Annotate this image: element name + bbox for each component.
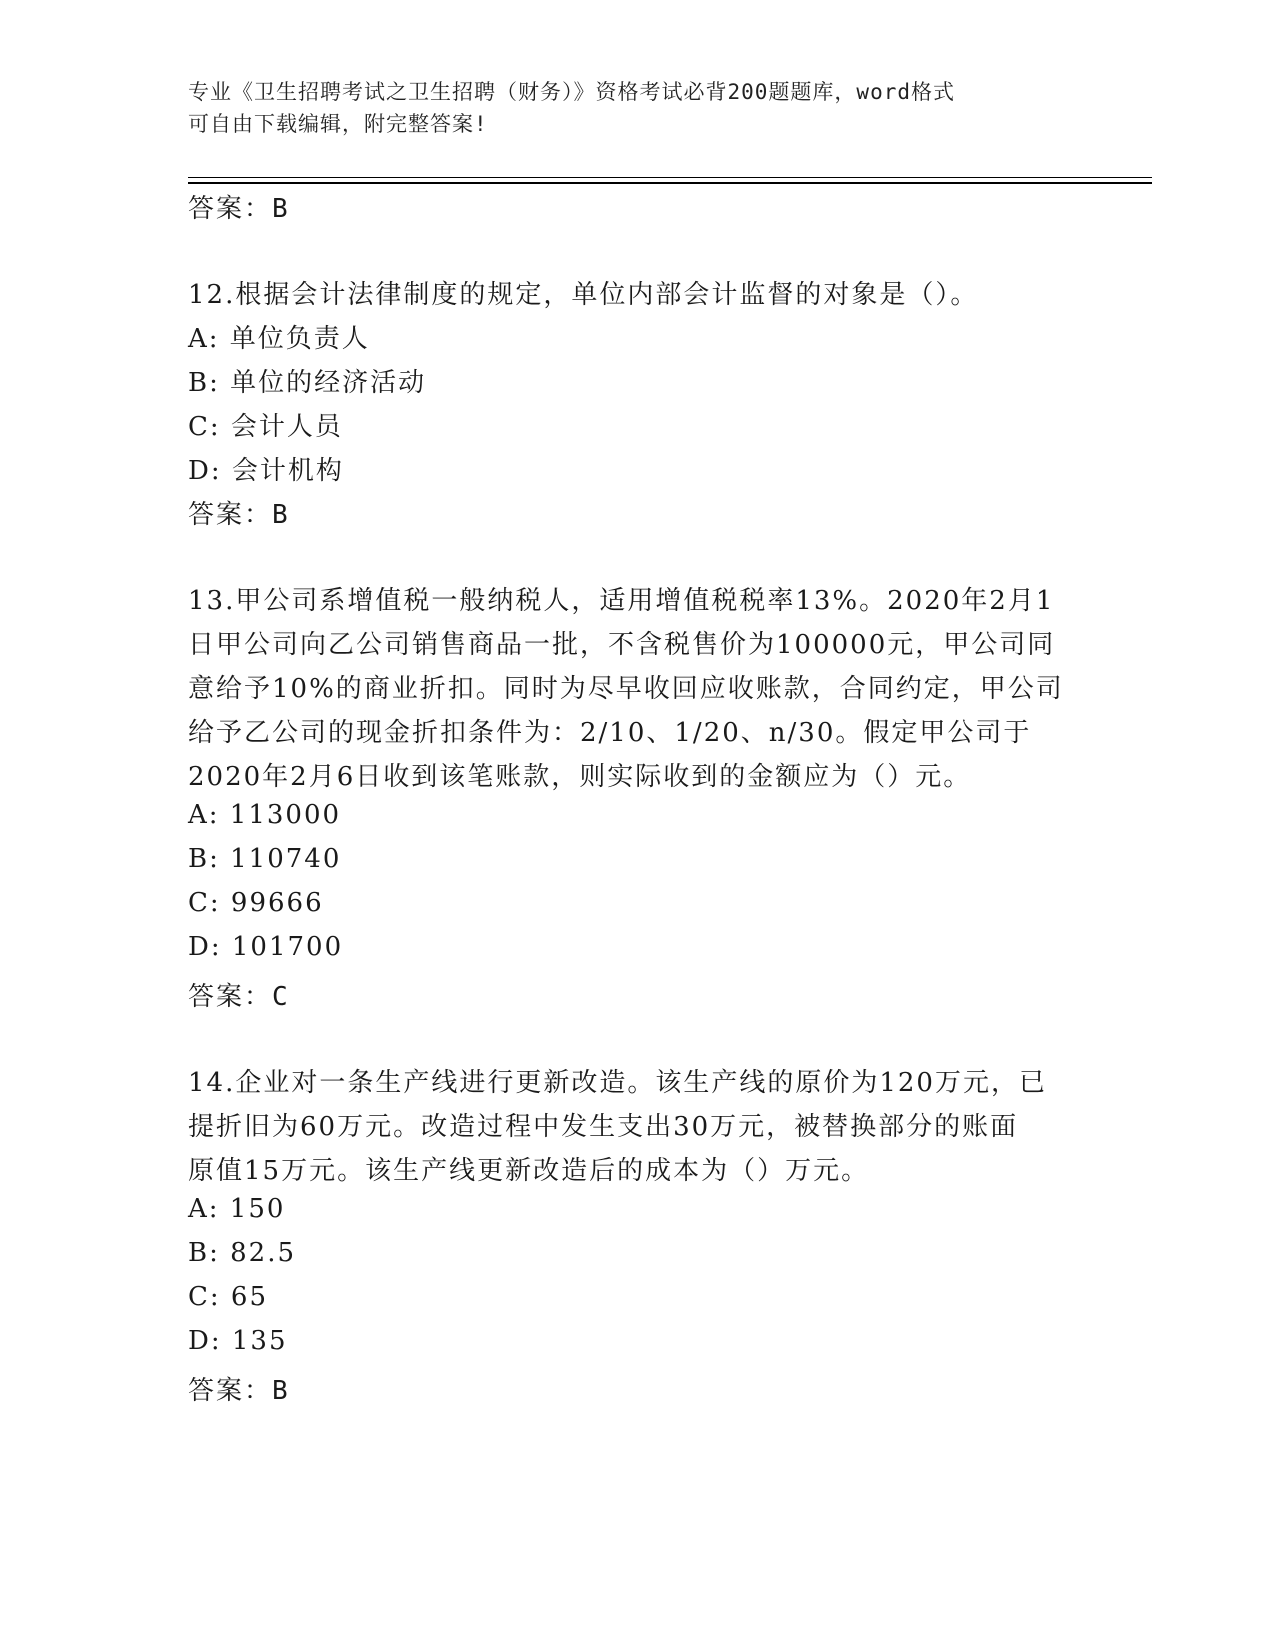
- header-divider-thick: [188, 182, 1152, 184]
- header-line-2: 可自由下载编辑，附完整答案!: [188, 112, 488, 136]
- document-header: [188, 76, 1088, 140]
- question-12-option-b: B: 单位的经济活动: [188, 368, 427, 398]
- question-13-text-line: 13.甲公司系增值税一般纳税人，适用增值税税率13%。2020年2月1: [188, 586, 1055, 616]
- question-14-text-line: 提折旧为60万元。改造过程中发生支出30万元，被替换部分的账面: [188, 1112, 1019, 1142]
- question-12-option-c: C: 会计人员: [188, 412, 343, 442]
- question-14-option-c: C: 65: [188, 1282, 269, 1312]
- question-13-answer: 答案：C: [188, 982, 290, 1012]
- question-13-option-c: C: 99666: [188, 888, 324, 918]
- header-divider-thin: [188, 177, 1152, 178]
- question-12-answer: 答案：B: [188, 500, 290, 530]
- question-13-option-a: A: 113000: [188, 800, 342, 830]
- question-14-text-line: 原值15万元。该生产线更新改造后的成本为（）万元。: [188, 1156, 870, 1186]
- question-12-text: 12.根据会计法律制度的规定，单位内部会计监督的对象是（）。: [188, 280, 979, 310]
- question-12-option-a: A: 单位负责人: [188, 324, 370, 354]
- question-13-text-line: 2020年2月6日收到该笔账款，则实际收到的金额应为（）元。: [188, 762, 972, 792]
- question-13-text-line: 日甲公司向乙公司销售商品一批，不含税售价为100000元，甲公司同: [188, 630, 1056, 660]
- question-14-answer: 答案：B: [188, 1376, 290, 1406]
- question-12-option-d: D: 会计机构: [188, 456, 344, 486]
- question-14-option-d: D: 135: [188, 1326, 288, 1356]
- question-13-text-line: 意给予10%的商业折扣。同时为尽早收回应收账款，合同约定，甲公司: [188, 674, 1064, 704]
- question-14-option-a: A: 150: [188, 1194, 286, 1224]
- question-13-option-d: D: 101700: [188, 932, 344, 962]
- question-13-option-b: B: 110740: [188, 844, 342, 874]
- question-13-text-line: 给予乙公司的现金折扣条件为：2/10、1/20、n/30。假定甲公司于: [188, 718, 1032, 748]
- question-14-option-b: B: 82.5: [188, 1238, 297, 1268]
- question-14-text-line: 14.企业对一条生产线进行更新改造。该生产线的原价为120万元，已: [188, 1068, 1047, 1098]
- answer-previous: 答案：B: [188, 194, 290, 224]
- header-line-1: 专业《卫生招聘考试之卫生招聘（财务）》资格考试必背200题题库，word格式: [188, 80, 955, 104]
